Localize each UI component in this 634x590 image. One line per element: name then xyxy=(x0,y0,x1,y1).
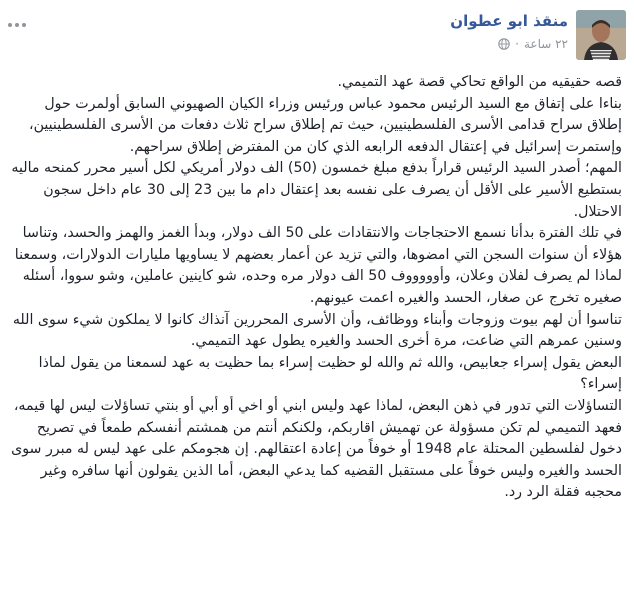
post-paragraph: المهم؛ أصدر السيد الرئيس قراراً بدفع مبلغ خمسون (50) الف دولار أمريكي لكل أسير محرر كمنحه ماليه بستطيع الأسير على الأقل أن يصرف على نفسه بعد إعتقال دام ما بين 23 إلى 30 عام داخل سجون الاحتلال. xyxy=(11,160,622,220)
post-paragraph: التساؤلات التي تدور في ذهن البعض، لماذا عهد وليس ابني أو اخي أو أبي أو بنتي تساؤلات ليس لها قيمه، فعهد التميمي لم تكن مسؤولة عن تهميش اقاربكم، ولكنكم أنتم من همشتم أنفسكم طمعاً في تصريح دخول لفلسطين المحتلة عام 1948 أو خوفاً من إعادة اعتقالهم. إن هجومكم على عهد ليس له مبرر سوى الحسد والغيره وليس خوفاً على مستقبل القضيه كما يدعي البعض، أما الذين يقولون أنها سافره وغير محجبه فقلة الرد رد. xyxy=(11,397,622,501)
avatar[interactable] xyxy=(576,10,626,60)
more-options-icon[interactable] xyxy=(8,18,30,32)
timestamp[interactable]: ٢٢ ساعة xyxy=(523,37,568,51)
post-paragraph: بناءا على إتفاق مع السيد الرئيس محمود عباس ورئيس وزراء الكيان الصهيوني السابق أولمرت حول إطلاق سراح قدامى الأسرى الفلسطينيين، حيث تم إطلاق سراح ثلاث دفعات من الأسرى الفلسطينيين، وإستمرت إسرائيل في إعتقال الدفعه الرابعه الذي كان من المفترض إطلاق سراحهم. xyxy=(28,95,622,155)
author-name[interactable]: منقذ ابو عطوان xyxy=(450,12,568,30)
post-body xyxy=(10,72,622,504)
post-paragraph: في تلك الفترة بدأنا نسمع الاحتجاجات والانتقادات على 50 الف دولار، وبدأ الغمز والهمز والحسد، وتناسا هؤلاء أن سنوات السجن التي امضوها، والتي تزيد عن أعمار بعضهم لا يساويها مليارات الدولارات، وسمعنا لماذا لم يصرف لفلان وعلان، وأوووووف 50 الف دولار مره وحده، شو كاينين عاملين، وشو سووا، أسئله صغيره تخرج عن صغار، الحسد والغيره اعمت عيونهم. xyxy=(14,225,622,306)
globe-icon xyxy=(498,38,510,50)
post-meta: ٢٢ ساعة · xyxy=(498,37,568,51)
avatar-image xyxy=(576,10,626,60)
post-paragraph: قصه حقيقيه من الواقع تحاكي قصة عهد التميمي. xyxy=(337,74,622,90)
post-paragraph: البعض يقول إسراء جعابيص، والله ثم والله لو حظيت إسراء بما حظيت به عهد لسمعنا من يقول لماذا إسراء؟ xyxy=(38,354,622,393)
post-paragraph: تناسوا أن لهم بيوت وزوجات وأبناء ووظائف، وأن الأسرى المحررين آنذاك كانوا لا يملكون شيء سوى الله وسنين عمرهم التي ضاعت، مرة أخرى الحسد والغيره يطول عهد التميمي. xyxy=(12,311,622,350)
